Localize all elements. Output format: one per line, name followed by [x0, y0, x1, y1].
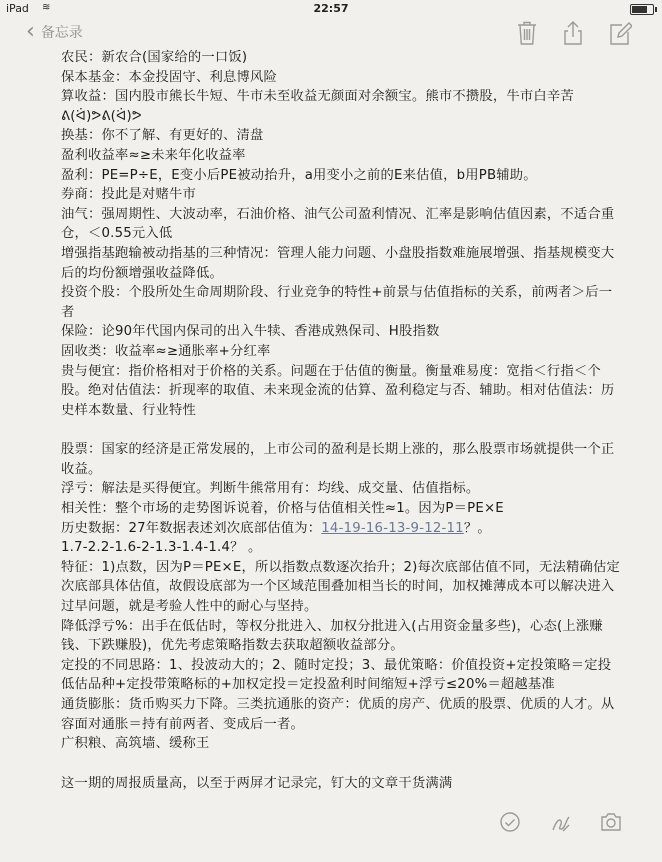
sketch-icon[interactable]: [549, 810, 573, 834]
note-line: 广积粮、高筑墙、缓称王: [61, 736, 210, 752]
note-body[interactable]: [61, 48, 621, 793]
note-line: 油气：强周期性、大波动率，石油价格、油气公司盈利情况、汇率是影响估值因素，不适合重仓，＜0.55元入低: [61, 206, 615, 242]
note-line: 换基：你不了解、有更好的、清盘: [61, 128, 264, 144]
clock: 22:57: [313, 2, 349, 15]
back-label: 备忘录: [40, 25, 83, 41]
note-line: 特征：1)点数，因为P＝PE×E，所以指数点数逐次抬升；2)每次底部估值不同，无法精确估定次底部具体估值，故假设底部为一个区域范围叠加相当长的时间，加权摊薄成本可以解决进入过早问题，就是考验人性中的耐心与坚持。: [61, 559, 620, 615]
note-line: 通货膨胀：货币购买力下降。三类抗通胀的资产：优质的房产、优质的股票、优质的人才。从容面对通胀＝持有前两者、变成后一者。: [61, 697, 615, 732]
navigation-bar: [0, 18, 662, 48]
note-line: 投资个股：个股所处生命周期阶段、行业竞争的特性+前景与估值指标的关系，前两者＞后一者: [61, 285, 613, 320]
trash-icon[interactable]: [515, 20, 539, 46]
device-name: iPad: [6, 2, 29, 15]
note-line: 保险：论90年代国内保司的出入牛犊、香港成熟保司、H股指数: [61, 324, 440, 340]
battery-fill: [632, 6, 647, 13]
history-link[interactable]: 14-19-16-13-9-12-11: [321, 520, 464, 536]
chevron-left-icon: ‹: [26, 19, 35, 44]
note-line: 增强指基跑输被动指基的三种情况：管理人能力问题、小盘股指数难施展增强、指基规模变大后的均份额增强收益降低。: [61, 245, 615, 281]
note-line: 相关性：整个市场的走势图诉说着，价格与估值相关性≈1。因为P＝PE×E: [61, 501, 504, 517]
note-line-history: [61, 519, 621, 539]
checklist-icon[interactable]: [498, 810, 522, 834]
compose-icon[interactable]: [608, 20, 632, 46]
wifi-icon: ≋: [42, 2, 51, 13]
note-line: 算收益：国内股市熊长牛短、牛市未至收益无颜面对余额宝。熊市不攒股，牛市白辛苦: [61, 89, 574, 105]
note-line: 盈利：PE=P÷E，E变小后PE被动抬升，a用变小之前的E来估值，b用PB辅助。: [61, 167, 537, 183]
history-suffix: ？。: [463, 520, 491, 536]
note-line: ᕕ(ᐛ)ᕗᕕ(ᐛ)ᕗ: [61, 108, 142, 124]
blank-line: [61, 420, 621, 440]
note-line: 浮亏：解法是买得便宜。判断牛熊常用有：均线、成交量、估值指标。: [61, 481, 480, 497]
note-line: 固收类：收益率≈≥通胀率+分红率: [61, 343, 271, 359]
bottom-toolbar: [0, 806, 662, 836]
note-line: 贵与便宜：指价格相对于价格的关系。问题在于估值的衡量。衡量难易度：宽指＜行指＜个股。绝对估值法：折现率的取值、未来现金流的估算、盈利稳定与否、辅助。相对估值法：历史样本数量、行业特性: [61, 363, 615, 418]
note-line: 定投的不同思路：1、投波动大的；2、随时定投；3、最优策略：价值投资+定投策略＝定投低估品种+定投带策略标的+加权定投＝定投盈利时间缩短+浮亏≤20%＝超越基准: [61, 657, 612, 693]
battery-icon: [630, 4, 654, 15]
back-button[interactable]: [26, 19, 83, 44]
history-prefix: 历史数据：27年数据表述刘次底部估值为：: [61, 520, 322, 536]
note-line: 1.7-2.2-1.6-2-1.3-1.4-1.4？ 。: [61, 540, 262, 556]
note-line: 农民：新农合(国家给的一口饭): [61, 50, 248, 65]
note-line: 券商：投此是对赌牛市: [61, 187, 196, 203]
note-line: 股票：国家的经济是正常发展的，上市公司的盈利是长期上涨的，那么股票市场就提供一个正收益。: [61, 442, 615, 477]
note-line: 保本基金：本金投固守、利息博风险: [61, 69, 277, 85]
note-line: 盈利收益率≈≥未来年化收益率: [61, 147, 246, 163]
note-line: 降低浮亏%：出手在低估时，等权分批进入、加权分批进入(占用资金量多些)，心态(上涨赚钱、下跌赚股)，优先考虑策略指数去获取超额收益部分。: [61, 618, 603, 654]
camera-icon[interactable]: [599, 810, 623, 834]
blank-line: [61, 754, 621, 774]
status-bar: [0, 0, 662, 18]
share-icon[interactable]: [561, 20, 585, 46]
note-line: 这一期的周报质量高，以至于两屏才记录完，钉大的文章干货满满: [61, 775, 453, 791]
